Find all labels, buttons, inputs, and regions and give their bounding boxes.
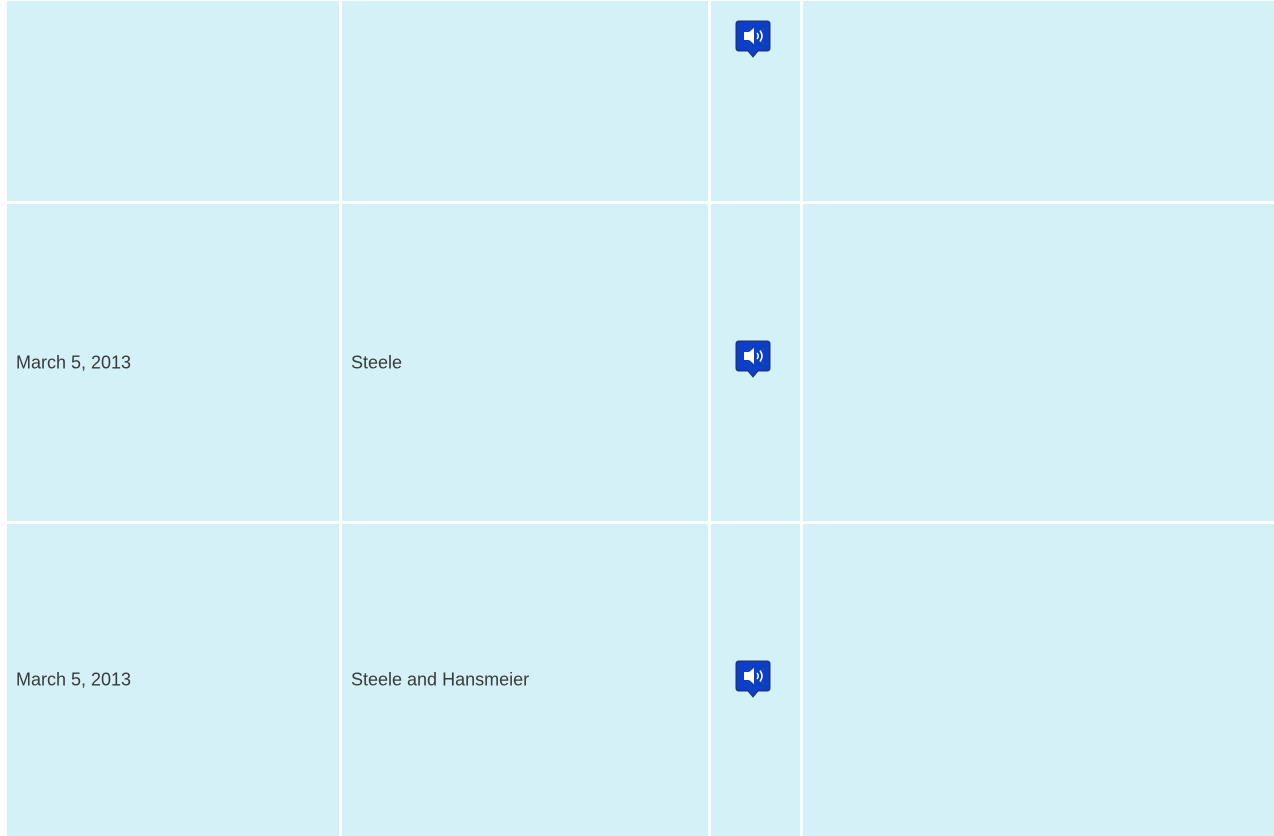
notes-cell bbox=[803, 204, 1274, 521]
audio-cell bbox=[711, 524, 800, 836]
audio-cell bbox=[711, 204, 800, 521]
notes-cell bbox=[803, 1, 1274, 201]
date-cell bbox=[7, 524, 339, 836]
speaker-cell bbox=[342, 1, 708, 201]
speaker-text: Steele and Hansmeier bbox=[351, 669, 530, 690]
speaker-cell bbox=[342, 204, 708, 521]
audio-cell bbox=[711, 1, 800, 201]
date-cell bbox=[7, 204, 339, 521]
speaker-audio-icon[interactable] bbox=[735, 340, 771, 376]
speaker-audio-icon[interactable] bbox=[735, 660, 771, 696]
date-text: March 5, 2013 bbox=[16, 352, 132, 372]
speaker-cell bbox=[342, 524, 708, 836]
date-cell bbox=[7, 1, 339, 201]
speaker-text: Steele bbox=[351, 352, 403, 372]
date-text: March 5, 2013 bbox=[16, 669, 132, 690]
notes-cell bbox=[803, 524, 1274, 836]
speaker-audio-icon[interactable] bbox=[735, 20, 771, 56]
